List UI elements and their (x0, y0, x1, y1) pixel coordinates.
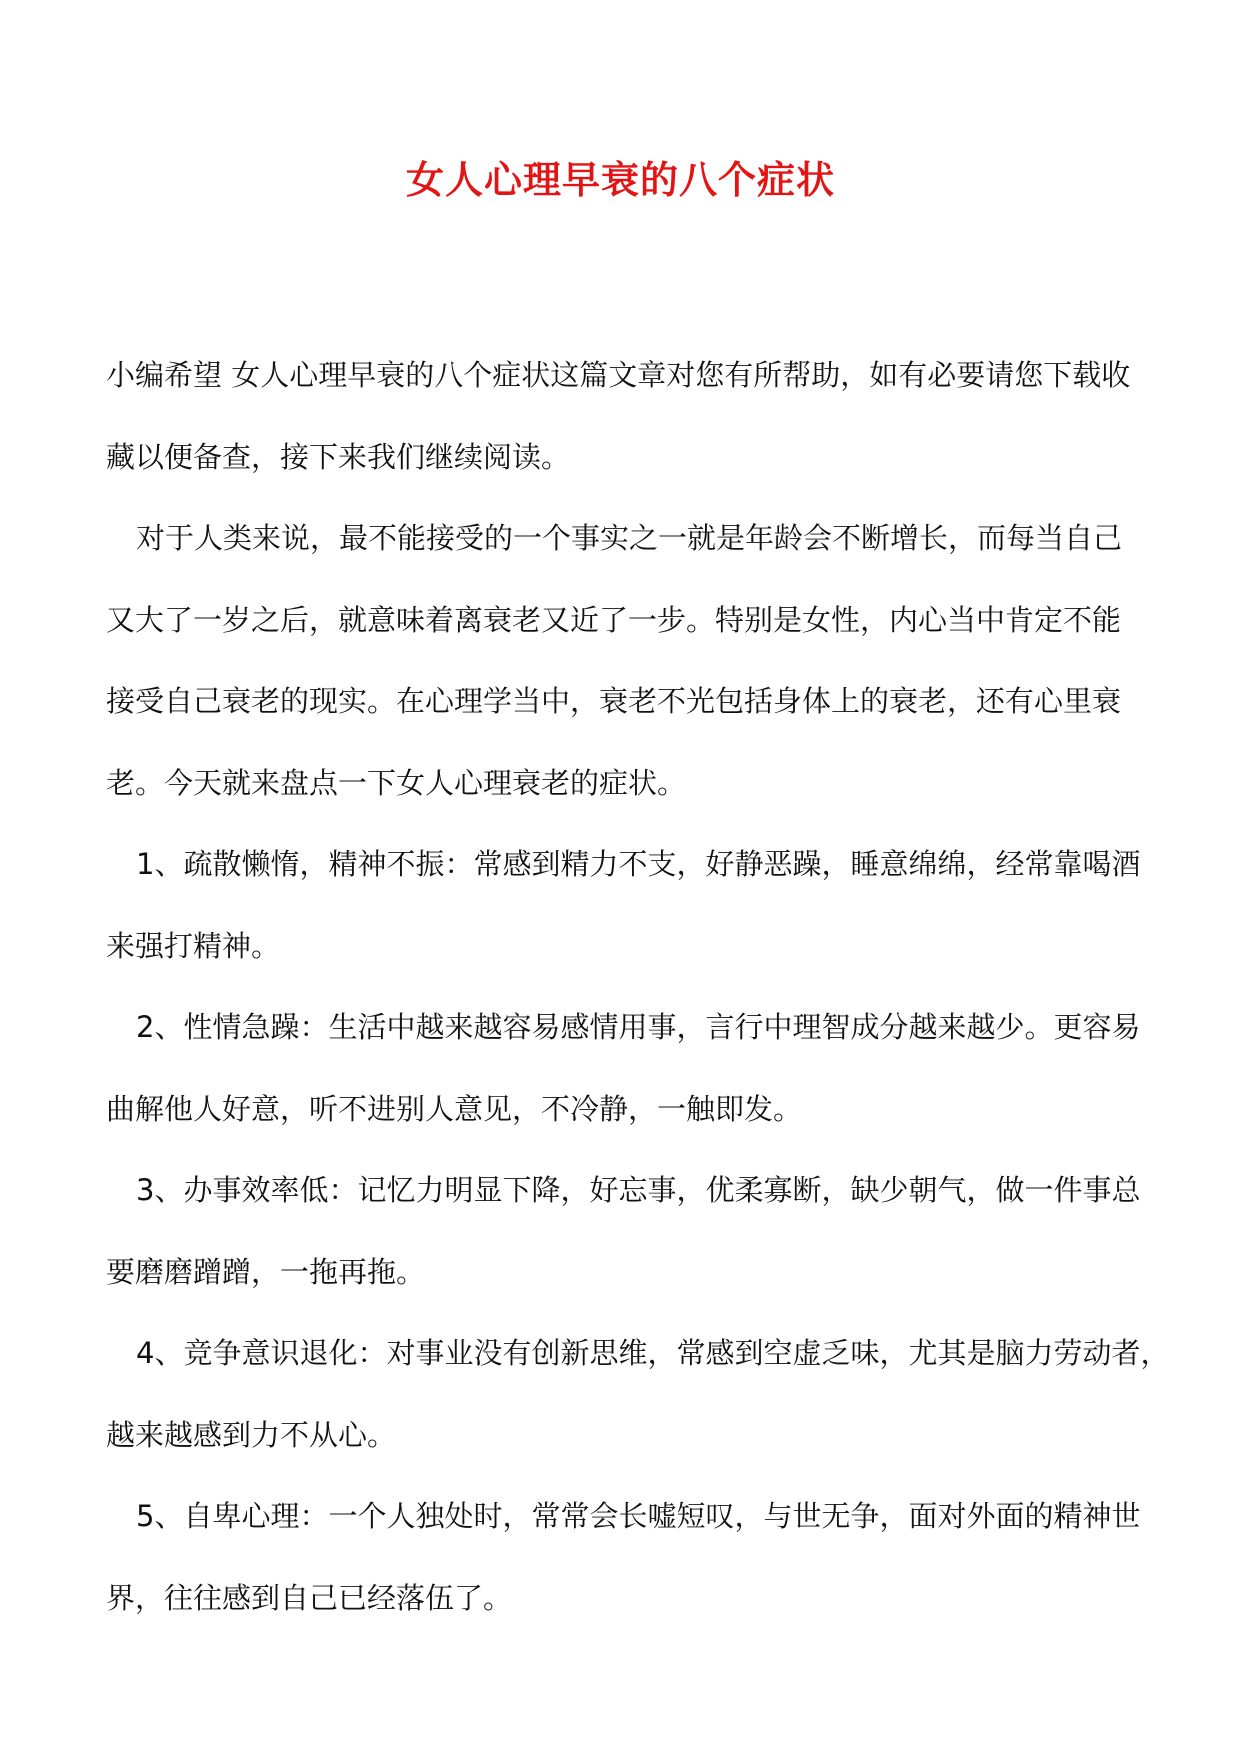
paragraph-line: 又大了一岁之后，就意味着离衰老又近了一步。特别是女性，内心当中肯定不能 (106, 602, 1122, 637)
paragraph-line: 越来越感到力不从心。 (106, 1417, 397, 1452)
paragraph-line: 界，往往感到自己已经落伍了。 (106, 1580, 513, 1615)
document-title: 女人心理早衰的八个症状 (405, 157, 835, 202)
paragraph-line: 接受自己衰老的现实。在心理学当中，衰老不光包括身体上的衰老，还有心里衰 (106, 684, 1122, 718)
paragraph-line: 小编希望 女人心理早衰的八个症状这篇文章对您有所帮助，如有必要请您下载收 (106, 358, 1131, 392)
paragraph-line: 要磨磨蹭蹭，一拖再拖。 (106, 1254, 426, 1289)
paragraph-line: 老。今天就来盘点一下女人心理衰老的症状。 (106, 765, 687, 800)
paragraph-line: 5、自卑心理：一个人独处时，常常会长嘘短叹，与世无争，面对外面的精神世 (136, 1499, 1141, 1533)
document-body (106, 335, 1170, 1639)
paragraph-line: 曲解他人好意，听不进别人意见，不冷静，一触即发。 (106, 1091, 803, 1126)
paragraph-line: 1、疏散懒惰，精神不振：常感到精力不支，好静恶躁，睡意绵绵，经常靠喝酒 (136, 847, 1141, 881)
paragraph-line: 3、办事效率低：记忆力明显下降，好忘事，优柔寡断，缺少朝气，做一件事总 (136, 1173, 1141, 1207)
paragraph-line: 来强打精神。 (106, 928, 281, 963)
paragraph-line: 4、竞争意识退化：对事业没有创新思维，常感到空虚乏味，尤其是脑力劳动者， (136, 1336, 1170, 1370)
paragraph-line: 对于人类来说，最不能接受的一个事实之一就是年龄会不断增长，而每当自己 (136, 521, 1123, 555)
paragraph-line: 藏以便备查，接下来我们继续阅读。 (106, 439, 571, 474)
paragraph-line: 2、性情急躁：生活中越来越容易感情用事，言行中理智成分越来越少。更容易 (136, 1010, 1141, 1044)
